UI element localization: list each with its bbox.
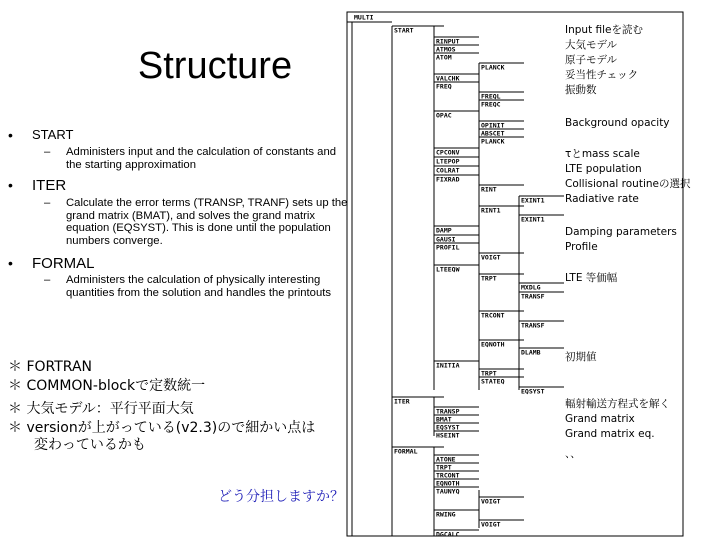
label-line: Damping parameters	[565, 226, 677, 238]
label-initial	[565, 350, 597, 365]
routine-label: ITER	[394, 397, 410, 406]
routine-label: TRCONT	[436, 471, 460, 480]
dash: –	[44, 274, 51, 286]
bullet-marker: •	[8, 177, 13, 193]
call-tree-diagram	[344, 0, 720, 540]
label-line: 初期値	[565, 351, 597, 363]
routine-label: DLAMB	[521, 348, 541, 357]
label-line: 振動数	[565, 84, 597, 96]
note-line: ＊ COMMON-blockで定数統一	[8, 378, 206, 394]
routine-label: TAUNYQ	[436, 487, 460, 496]
note-line: ＊ FORTRAN	[8, 359, 92, 375]
routine-label: EQNOTH	[436, 479, 460, 488]
root-label: MULTI	[354, 13, 374, 22]
label-line: Radiative rate	[565, 193, 639, 205]
routine-label: OPINIT	[481, 121, 505, 130]
label-damping	[565, 225, 677, 255]
bullet-label: ITER	[32, 177, 67, 194]
routine-label: EXINT1	[521, 215, 545, 224]
label-population	[565, 147, 690, 207]
label-line: Grand matrix	[565, 413, 635, 425]
routine-label: HSEINT	[436, 431, 460, 440]
routine-label: TRPT	[436, 463, 452, 472]
routine-label: COLRAT	[436, 166, 460, 175]
routine-label: RWING	[436, 510, 456, 519]
routine-label: ATONE	[436, 455, 456, 464]
routine-label: EQNOTH	[481, 340, 505, 349]
label-line: 輻射輸送方程式を解く	[565, 398, 670, 410]
routine-label: RINPUT	[436, 37, 460, 46]
routine-label: RINT1	[481, 206, 501, 215]
label-line: Background opacity	[565, 117, 670, 129]
routine-label: PLANCK	[481, 137, 505, 146]
routine-label: VOIGT	[481, 253, 501, 262]
label-line: LTE 等価幅	[565, 272, 618, 284]
routine-label: TRANSP	[436, 407, 460, 416]
routine-label: OPAC	[436, 111, 452, 120]
label-line: Grand matrix eq.	[565, 428, 655, 440]
routine-label: TRANSF	[521, 321, 545, 330]
routine-label: FREQC	[481, 100, 501, 109]
routine-label: FREQ	[436, 82, 452, 91]
routine-label: ABSCET	[481, 129, 505, 138]
label-opacity	[565, 116, 670, 131]
routine-label: PLANCK	[481, 63, 505, 72]
routine-label: PROFIL	[436, 243, 460, 252]
sub-bullet-text: Calculate the error terms (TRANSP, TRANF) sets up the grand matrix (BMAT), and solves the grand matrix equation (EQSYST). This is done until the population numbers converge.	[66, 197, 348, 247]
label-iter	[565, 397, 670, 442]
routine-label: ATOM	[436, 53, 452, 62]
routine-label: FREQL	[481, 92, 501, 101]
routine-label: VOIGT	[481, 497, 501, 506]
note-line: 変わっているかも	[34, 437, 146, 453]
bullet-label: FORMAL	[32, 255, 95, 272]
routine-label: EXINT1	[521, 196, 545, 205]
label-line: LTE population	[565, 163, 642, 175]
routine-label: LTEEQW	[436, 265, 460, 274]
call-tree-svg	[344, 0, 720, 540]
label-line: Profile	[565, 241, 598, 253]
label-formal	[565, 447, 581, 462]
routine-label: TRCONT	[481, 311, 505, 320]
question-text: どう分担しますか？	[218, 489, 344, 505]
routine-label: MXDLG	[521, 283, 541, 292]
label-line: 、、	[565, 448, 581, 460]
routine-label: DGCALC	[436, 530, 460, 539]
label-line: 妥当性チェック	[565, 69, 639, 81]
routine-label: BMAT	[436, 415, 452, 424]
sub-bullet-text: Administers input and the calculation of constants and the starting approximation	[66, 146, 337, 171]
routine-label: FORMAL	[394, 447, 418, 456]
routine-label: START	[394, 26, 414, 35]
routine-label: FIXRAD	[436, 175, 460, 184]
label-line: Input fileを読む	[565, 24, 644, 36]
routine-label: VOIGT	[481, 520, 501, 529]
routine-label: STATEQ	[481, 377, 505, 386]
dash: –	[44, 146, 51, 158]
routine-label: EQSYST	[436, 423, 460, 432]
routine-label: INITIA	[436, 361, 460, 370]
note-line: ＊ 大気モデル：平行平面大気	[8, 401, 194, 417]
routine-label: TRANSF	[521, 292, 545, 301]
slide-title: Structure	[137, 45, 293, 87]
routine-label: CPCONV	[436, 148, 460, 157]
routine-label: DAMP	[436, 226, 452, 235]
routine-label: LTEPOP	[436, 157, 460, 166]
bullet-label: START	[32, 127, 74, 142]
label-line: Collisional routineの選択	[565, 178, 691, 190]
sub-bullet-text: Administers the calculation of physically interesting quantities from the solution and handles the printouts	[66, 274, 332, 299]
routine-label: TRPT	[481, 274, 497, 283]
routine-label: RINT	[481, 185, 497, 194]
bullet-marker: •	[8, 255, 13, 271]
label-start-group	[565, 23, 643, 98]
routine-label: ATMOS	[436, 45, 456, 54]
routine-label: TRPT	[481, 369, 497, 378]
label-line: τとmass scale	[565, 148, 640, 160]
dash: –	[44, 197, 51, 209]
routine-label: VALCHK	[436, 74, 460, 83]
bullet-marker: •	[8, 127, 13, 143]
routine-label: GAUSI	[436, 235, 456, 244]
label-line: 原子モデル	[565, 54, 617, 66]
routine-label: EQSYST	[521, 387, 545, 396]
label-lte-eqw	[565, 271, 617, 286]
note-line: ＊ versionが上がっている(v2.3)ので細かい点は	[8, 420, 316, 436]
label-line: 大気モデル	[565, 39, 617, 51]
